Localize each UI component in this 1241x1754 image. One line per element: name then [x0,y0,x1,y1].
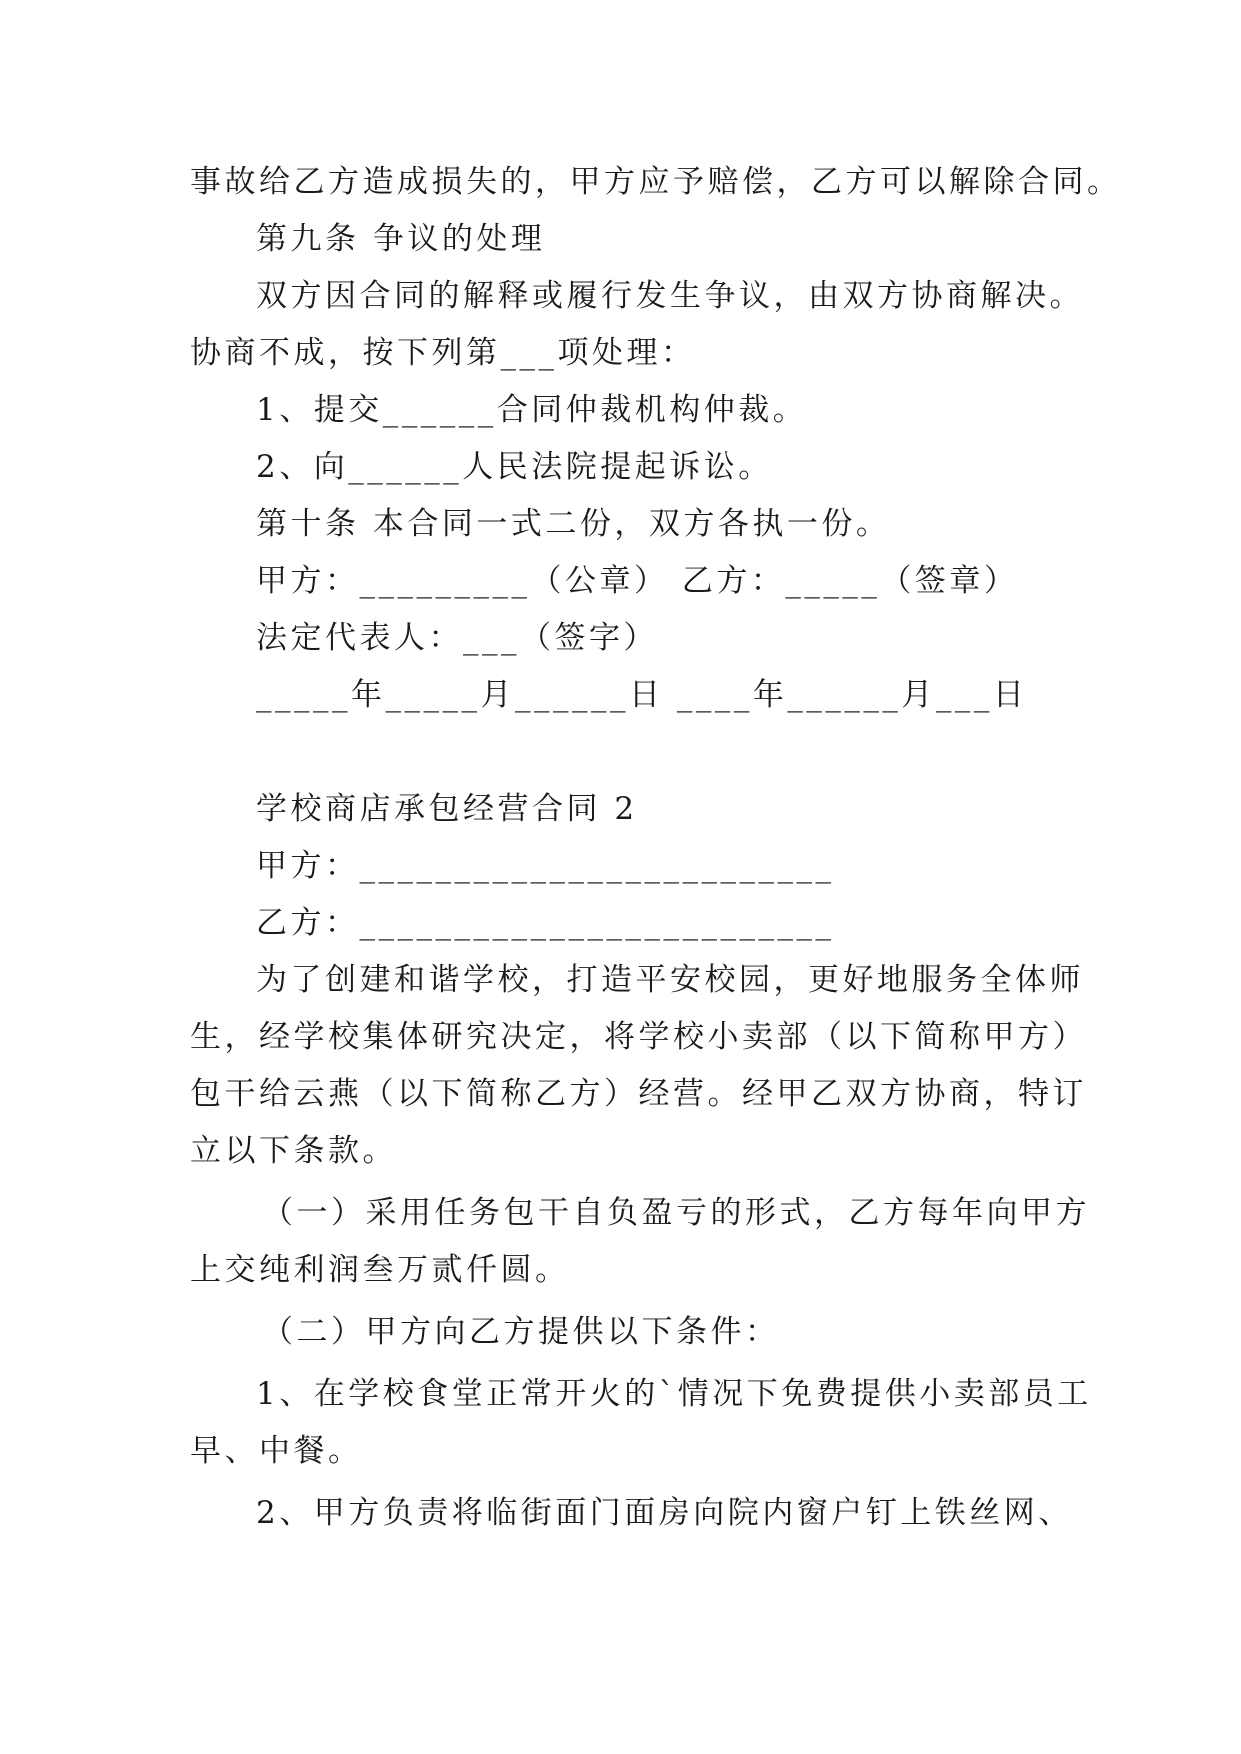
signature-line: 甲方：_________（公章） 乙方：_____（签章） [256,563,1019,599]
clause-heading: 第九条 争议的处理 [256,221,546,257]
paragraph-line: 包干给云燕（以下简称乙方）经营。经甲乙双方协商，特订 [190,1076,1087,1112]
paragraph-line: 早、中餐。 [190,1433,363,1469]
list-item: 2、向______人民法院提起诉讼。 [256,449,773,485]
document-title: 学校商店承包经营合同 2 [256,791,638,827]
party-line: 甲方：_________________________ [256,848,835,884]
list-item: 2、甲方负责将临街面门面房向院内窗户钉上铁丝网、 [256,1495,1073,1531]
list-item: 1、在学校食堂正常开火的`情况下免费提供小卖部员工 [256,1376,1092,1412]
paragraph-line: 立以下条款。 [190,1133,397,1169]
clause-heading: （一）采用任务包干自负盈亏的形式，乙方每年向甲方 [262,1195,1090,1231]
party-line: 乙方：_________________________ [256,905,835,941]
paragraph-line: 为了创建和谐学校，打造平安校园，更好地服务全体师 [256,962,1084,998]
paragraph-line: 双方因合同的解释或履行发生争议，由双方协商解决。 [256,278,1084,314]
paragraph-line: 协商不成，按下列第___项处理： [190,335,696,371]
paragraph-line: 生，经学校集体研究决定，将学校小卖部（以下简称甲方） [190,1019,1087,1055]
signature-line: 法定代表人：___（签字） [256,620,658,656]
list-item: 1、提交______合同仲裁机构仲裁。 [256,392,808,428]
date-line: _____年_____月______日 ____年______月___日 [256,677,1028,713]
paragraph-line: 事故给乙方造成损失的，甲方应予赔偿，乙方可以解除合同。 [190,164,1122,200]
paragraph-line: 上交纯利润叁万贰仟圆。 [190,1252,570,1288]
clause-heading: （二）甲方向乙方提供以下条件： [262,1314,780,1350]
clause-heading: 第十条 本合同一式二份，双方各执一份。 [256,506,891,542]
